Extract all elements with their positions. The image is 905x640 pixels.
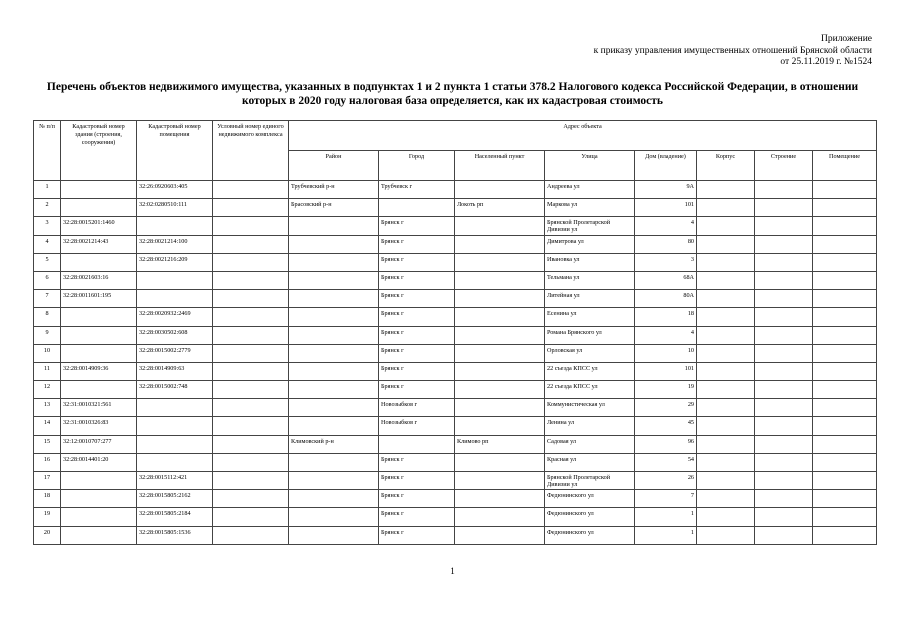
building-cadastral-cell (61, 181, 137, 199)
korpus-cell (697, 253, 755, 271)
conditional-number-cell (213, 253, 289, 271)
street-cell: Брянской Пролетарской Дивизии ул (545, 217, 635, 235)
num-cell: 2 (34, 199, 61, 217)
house-cell: 3 (635, 253, 697, 271)
house-cell: 96 (635, 435, 697, 453)
district-cell (289, 344, 379, 362)
korpus-cell (697, 308, 755, 326)
header-room-cadastral: Кадастровый номер помещения (137, 121, 213, 181)
conditional-number-cell (213, 290, 289, 308)
building-cadastral-cell: 32:28:0014909:36 (61, 362, 137, 380)
table-row (34, 253, 877, 271)
house-cell: 7 (635, 490, 697, 508)
district-cell: Климовский р-н (289, 435, 379, 453)
room-cadastral-cell (137, 435, 213, 453)
district-cell (289, 508, 379, 526)
korpus-cell (697, 472, 755, 490)
room-cadastral-cell: 32:02:0280510:111 (137, 199, 213, 217)
structure-cell (755, 453, 813, 471)
structure-cell (755, 472, 813, 490)
structure-cell (755, 490, 813, 508)
district-cell (289, 326, 379, 344)
room-cadastral-cell: 32:28:0015805:2162 (137, 490, 213, 508)
room-cadastral-cell (137, 399, 213, 417)
room-cadastral-cell: 32:28:0014909:63 (137, 362, 213, 380)
street-cell: Орловская ул (545, 344, 635, 362)
header-house: Дом (владение) (635, 151, 697, 181)
city-cell: Брянск г (379, 217, 455, 235)
district-cell (289, 453, 379, 471)
conditional-number-cell (213, 417, 289, 435)
table-row (34, 199, 877, 217)
room-cadastral-cell (137, 453, 213, 471)
district-cell (289, 217, 379, 235)
appendix-line-3: от 25.11.2019 г. №1524 (780, 57, 872, 67)
building-cadastral-cell: 32:31:0010326:83 (61, 417, 137, 435)
locality-cell (455, 344, 545, 362)
structure-cell (755, 235, 813, 253)
building-cadastral-cell: 32:28:0021603:16 (61, 271, 137, 289)
district-cell (289, 290, 379, 308)
house-cell: 45 (635, 417, 697, 435)
locality-cell (455, 399, 545, 417)
num-cell: 16 (34, 453, 61, 471)
street-cell: Коммунистическая ул (545, 399, 635, 417)
korpus-cell (697, 290, 755, 308)
structure-cell (755, 381, 813, 399)
house-cell: 4 (635, 326, 697, 344)
premises-cell (813, 308, 877, 326)
district-cell (289, 399, 379, 417)
building-cadastral-cell: 32:31:0010321:561 (61, 399, 137, 417)
conditional-number-cell (213, 362, 289, 380)
conditional-number-cell (213, 490, 289, 508)
premises-cell (813, 344, 877, 362)
room-cadastral-cell (137, 217, 213, 235)
table-row (34, 181, 877, 199)
street-cell: Ивановка ул (545, 253, 635, 271)
room-cadastral-cell (137, 290, 213, 308)
house-cell: 4 (635, 217, 697, 235)
premises-cell (813, 508, 877, 526)
structure-cell (755, 526, 813, 544)
header-building-cadastral: Кадастровый номер здания (строения, сооружения) (61, 121, 137, 181)
num-cell: 19 (34, 508, 61, 526)
premises-cell (813, 362, 877, 380)
structure-cell (755, 271, 813, 289)
korpus-cell (697, 435, 755, 453)
korpus-cell (697, 326, 755, 344)
structure-cell (755, 326, 813, 344)
korpus-cell (697, 235, 755, 253)
structure-cell (755, 290, 813, 308)
premises-cell (813, 271, 877, 289)
conditional-number-cell (213, 381, 289, 399)
building-cadastral-cell (61, 199, 137, 217)
title-line-1: Перечень объектов недвижимого имущества, указанных в подпунктах 1 и 2 пункта 1 статьи 378.2 Налогового кодекса Российской Федерации, в отношении (46, 81, 859, 93)
building-cadastral-cell (61, 508, 137, 526)
locality-cell (455, 308, 545, 326)
street-cell: Ленина ул (545, 417, 635, 435)
premises-cell (813, 435, 877, 453)
conditional-number-cell (213, 308, 289, 326)
structure-cell (755, 417, 813, 435)
street-cell: 22 съезда КПСС ул (545, 362, 635, 380)
conditional-number-cell (213, 181, 289, 199)
city-cell: Брянск г (379, 508, 455, 526)
room-cadastral-cell: 32:28:0015805:1536 (137, 526, 213, 544)
building-cadastral-cell (61, 472, 137, 490)
korpus-cell (697, 508, 755, 526)
korpus-cell (697, 526, 755, 544)
locality-cell (455, 526, 545, 544)
premises-cell (813, 217, 877, 235)
street-cell: Литейная ул (545, 290, 635, 308)
locality-cell (455, 217, 545, 235)
conditional-number-cell (213, 271, 289, 289)
house-cell: 101 (635, 362, 697, 380)
locality-cell (455, 381, 545, 399)
structure-cell (755, 435, 813, 453)
conditional-number-cell (213, 217, 289, 235)
building-cadastral-cell (61, 308, 137, 326)
district-cell (289, 271, 379, 289)
num-cell: 12 (34, 381, 61, 399)
table-row (34, 217, 877, 235)
room-cadastral-cell: 32:28:0021216:209 (137, 253, 213, 271)
room-cadastral-cell: 32:28:0015002:2779 (137, 344, 213, 362)
structure-cell (755, 181, 813, 199)
room-cadastral-cell: 32:26:0920603:405 (137, 181, 213, 199)
city-cell: Брянск г (379, 235, 455, 253)
premises-cell (813, 181, 877, 199)
city-cell: Брянск г (379, 526, 455, 544)
table-row (34, 490, 877, 508)
locality-cell (455, 362, 545, 380)
city-cell: Брянск г (379, 381, 455, 399)
table-row (34, 508, 877, 526)
room-cadastral-cell: 32:28:0015002:748 (137, 381, 213, 399)
table-row (34, 381, 877, 399)
street-cell: Садовая ул (545, 435, 635, 453)
city-cell: Трубчевск г (379, 181, 455, 199)
conditional-number-cell (213, 199, 289, 217)
conditional-number-cell (213, 344, 289, 362)
property-table (33, 120, 877, 545)
korpus-cell (697, 271, 755, 289)
table-row (34, 326, 877, 344)
district-cell (289, 235, 379, 253)
city-cell (379, 435, 455, 453)
korpus-cell (697, 417, 755, 435)
city-cell: Новозыбков г (379, 399, 455, 417)
header-locality: Населенный пункт (455, 151, 545, 181)
city-cell: Брянск г (379, 326, 455, 344)
district-cell (289, 417, 379, 435)
house-cell: 101 (635, 199, 697, 217)
house-cell: 68А (635, 271, 697, 289)
street-cell: Романа Брянского ул (545, 326, 635, 344)
header-num: № п/п (34, 121, 61, 181)
table-row (34, 362, 877, 380)
district-cell (289, 526, 379, 544)
house-cell: 1 (635, 508, 697, 526)
structure-cell (755, 217, 813, 235)
locality-cell (455, 253, 545, 271)
building-cadastral-cell (61, 326, 137, 344)
structure-cell (755, 362, 813, 380)
conditional-number-cell (213, 399, 289, 417)
building-cadastral-cell (61, 526, 137, 544)
appendix-line-1: Приложение (821, 34, 872, 44)
structure-cell (755, 253, 813, 271)
table-row (34, 472, 877, 490)
num-cell: 3 (34, 217, 61, 235)
room-cadastral-cell: 32:28:0020932:2469 (137, 308, 213, 326)
korpus-cell (697, 453, 755, 471)
num-cell: 9 (34, 326, 61, 344)
district-cell (289, 308, 379, 326)
locality-cell (455, 290, 545, 308)
korpus-cell (697, 217, 755, 235)
korpus-cell (697, 199, 755, 217)
table-row (34, 235, 877, 253)
city-cell: Брянск г (379, 490, 455, 508)
city-cell: Брянск г (379, 472, 455, 490)
num-cell: 17 (34, 472, 61, 490)
district-cell: Брасовский р-н (289, 199, 379, 217)
building-cadastral-cell: 32:28:0011601:195 (61, 290, 137, 308)
locality-cell (455, 490, 545, 508)
building-cadastral-cell: 32:28:0014401:20 (61, 453, 137, 471)
num-cell: 18 (34, 490, 61, 508)
table-row (34, 417, 877, 435)
conditional-number-cell (213, 326, 289, 344)
korpus-cell (697, 399, 755, 417)
house-cell: 1 (635, 526, 697, 544)
header-korpus: Корпус (697, 151, 755, 181)
room-cadastral-cell: 32:28:0015112:421 (137, 472, 213, 490)
table-row (34, 453, 877, 471)
table-row (34, 290, 877, 308)
street-cell: Тельмана ул (545, 271, 635, 289)
house-cell: 26 (635, 472, 697, 490)
appendix-note (594, 34, 872, 69)
street-cell: Брянской Пролетарской Дивизии ул (545, 472, 635, 490)
locality-cell (455, 181, 545, 199)
building-cadastral-cell: 32:28:0015201:1460 (61, 217, 137, 235)
premises-cell (813, 253, 877, 271)
table-row (34, 435, 877, 453)
district-cell (289, 362, 379, 380)
num-cell: 5 (34, 253, 61, 271)
street-cell: 22 съезда КПСС ул (545, 381, 635, 399)
korpus-cell (697, 362, 755, 380)
house-cell: 80А (635, 290, 697, 308)
num-cell: 11 (34, 362, 61, 380)
premises-cell (813, 235, 877, 253)
num-cell: 6 (34, 271, 61, 289)
premises-cell (813, 199, 877, 217)
premises-cell (813, 381, 877, 399)
structure-cell (755, 344, 813, 362)
table-row (34, 308, 877, 326)
locality-cell (455, 417, 545, 435)
appendix-line-2: к приказу управления имущественных отношений Брянской области (593, 45, 872, 56)
district-cell (289, 490, 379, 508)
room-cadastral-cell: 32:28:0015805:2184 (137, 508, 213, 526)
locality-cell (455, 508, 545, 526)
city-cell: Брянск г (379, 290, 455, 308)
structure-cell (755, 399, 813, 417)
num-cell: 14 (34, 417, 61, 435)
conditional-number-cell (213, 435, 289, 453)
street-cell: Федюнинского ул (545, 508, 635, 526)
city-cell: Брянск г (379, 453, 455, 471)
structure-cell (755, 508, 813, 526)
building-cadastral-cell (61, 253, 137, 271)
num-cell: 15 (34, 435, 61, 453)
num-cell: 20 (34, 526, 61, 544)
room-cadastral-cell (137, 271, 213, 289)
building-cadastral-cell (61, 344, 137, 362)
header-address: Адрес объекта (289, 121, 877, 151)
header-street: Улица (545, 151, 635, 181)
room-cadastral-cell: 32:28:0021214:100 (137, 235, 213, 253)
city-cell: Брянск г (379, 308, 455, 326)
house-cell: 80 (635, 235, 697, 253)
num-cell: 8 (34, 308, 61, 326)
district-cell (289, 253, 379, 271)
city-cell (379, 199, 455, 217)
korpus-cell (697, 381, 755, 399)
house-cell: 29 (635, 399, 697, 417)
locality-cell: Локоть рп (455, 199, 545, 217)
street-cell: Есенина ул (545, 308, 635, 326)
num-cell: 13 (34, 399, 61, 417)
building-cadastral-cell: 32:28:0021214:43 (61, 235, 137, 253)
street-cell: Маркова ул (545, 199, 635, 217)
header-district: Район (289, 151, 379, 181)
house-cell: 19 (635, 381, 697, 399)
premises-cell (813, 526, 877, 544)
locality-cell (455, 453, 545, 471)
header-premises: Помещение (813, 151, 877, 181)
locality-cell (455, 271, 545, 289)
premises-cell (813, 290, 877, 308)
locality-cell (455, 326, 545, 344)
premises-cell (813, 399, 877, 417)
district-cell: Трубчевский р-н (289, 181, 379, 199)
city-cell: Брянск г (379, 253, 455, 271)
street-cell: Федюнинского ул (545, 490, 635, 508)
table-row (34, 399, 877, 417)
conditional-number-cell (213, 472, 289, 490)
title-line-2: которых в 2020 году налоговая база определяется, как их кадастровая стоимость (241, 95, 664, 107)
premises-cell (813, 326, 877, 344)
street-cell: Андреева ул (545, 181, 635, 199)
locality-cell (455, 472, 545, 490)
header-structure: Строение (755, 151, 813, 181)
house-cell: 10 (635, 344, 697, 362)
conditional-number-cell (213, 235, 289, 253)
district-cell (289, 472, 379, 490)
street-cell: Димитрова ул (545, 235, 635, 253)
structure-cell (755, 308, 813, 326)
locality-cell (455, 235, 545, 253)
house-cell: 54 (635, 453, 697, 471)
city-cell: Брянск г (379, 362, 455, 380)
room-cadastral-cell: 32:28:0030502:608 (137, 326, 213, 344)
num-cell: 10 (34, 344, 61, 362)
conditional-number-cell (213, 453, 289, 471)
num-cell: 7 (34, 290, 61, 308)
table-body (34, 181, 877, 545)
street-cell: Федюнинского ул (545, 526, 635, 544)
table-row (34, 526, 877, 544)
building-cadastral-cell (61, 490, 137, 508)
district-cell (289, 381, 379, 399)
building-cadastral-cell (61, 381, 137, 399)
building-cadastral-cell: 32:12:0010707:277 (61, 435, 137, 453)
header-city: Город (379, 151, 455, 181)
table-row (34, 271, 877, 289)
premises-cell (813, 417, 877, 435)
city-cell: Новозыбков г (379, 417, 455, 435)
house-cell: 18 (635, 308, 697, 326)
page-number: 1 (450, 566, 455, 576)
structure-cell (755, 199, 813, 217)
room-cadastral-cell (137, 417, 213, 435)
city-cell: Брянск г (379, 271, 455, 289)
korpus-cell (697, 490, 755, 508)
locality-cell: Климово рп (455, 435, 545, 453)
premises-cell (813, 472, 877, 490)
table-row (34, 344, 877, 362)
korpus-cell (697, 181, 755, 199)
conditional-number-cell (213, 526, 289, 544)
document-title (28, 80, 877, 108)
city-cell: Брянск г (379, 344, 455, 362)
street-cell: Красная ул (545, 453, 635, 471)
conditional-number-cell (213, 508, 289, 526)
house-cell: 9А (635, 181, 697, 199)
num-cell: 1 (34, 181, 61, 199)
premises-cell (813, 453, 877, 471)
premises-cell (813, 490, 877, 508)
korpus-cell (697, 344, 755, 362)
num-cell: 4 (34, 235, 61, 253)
header-conditional-number: Условный номер единого недвижимого комплекса (213, 121, 289, 181)
